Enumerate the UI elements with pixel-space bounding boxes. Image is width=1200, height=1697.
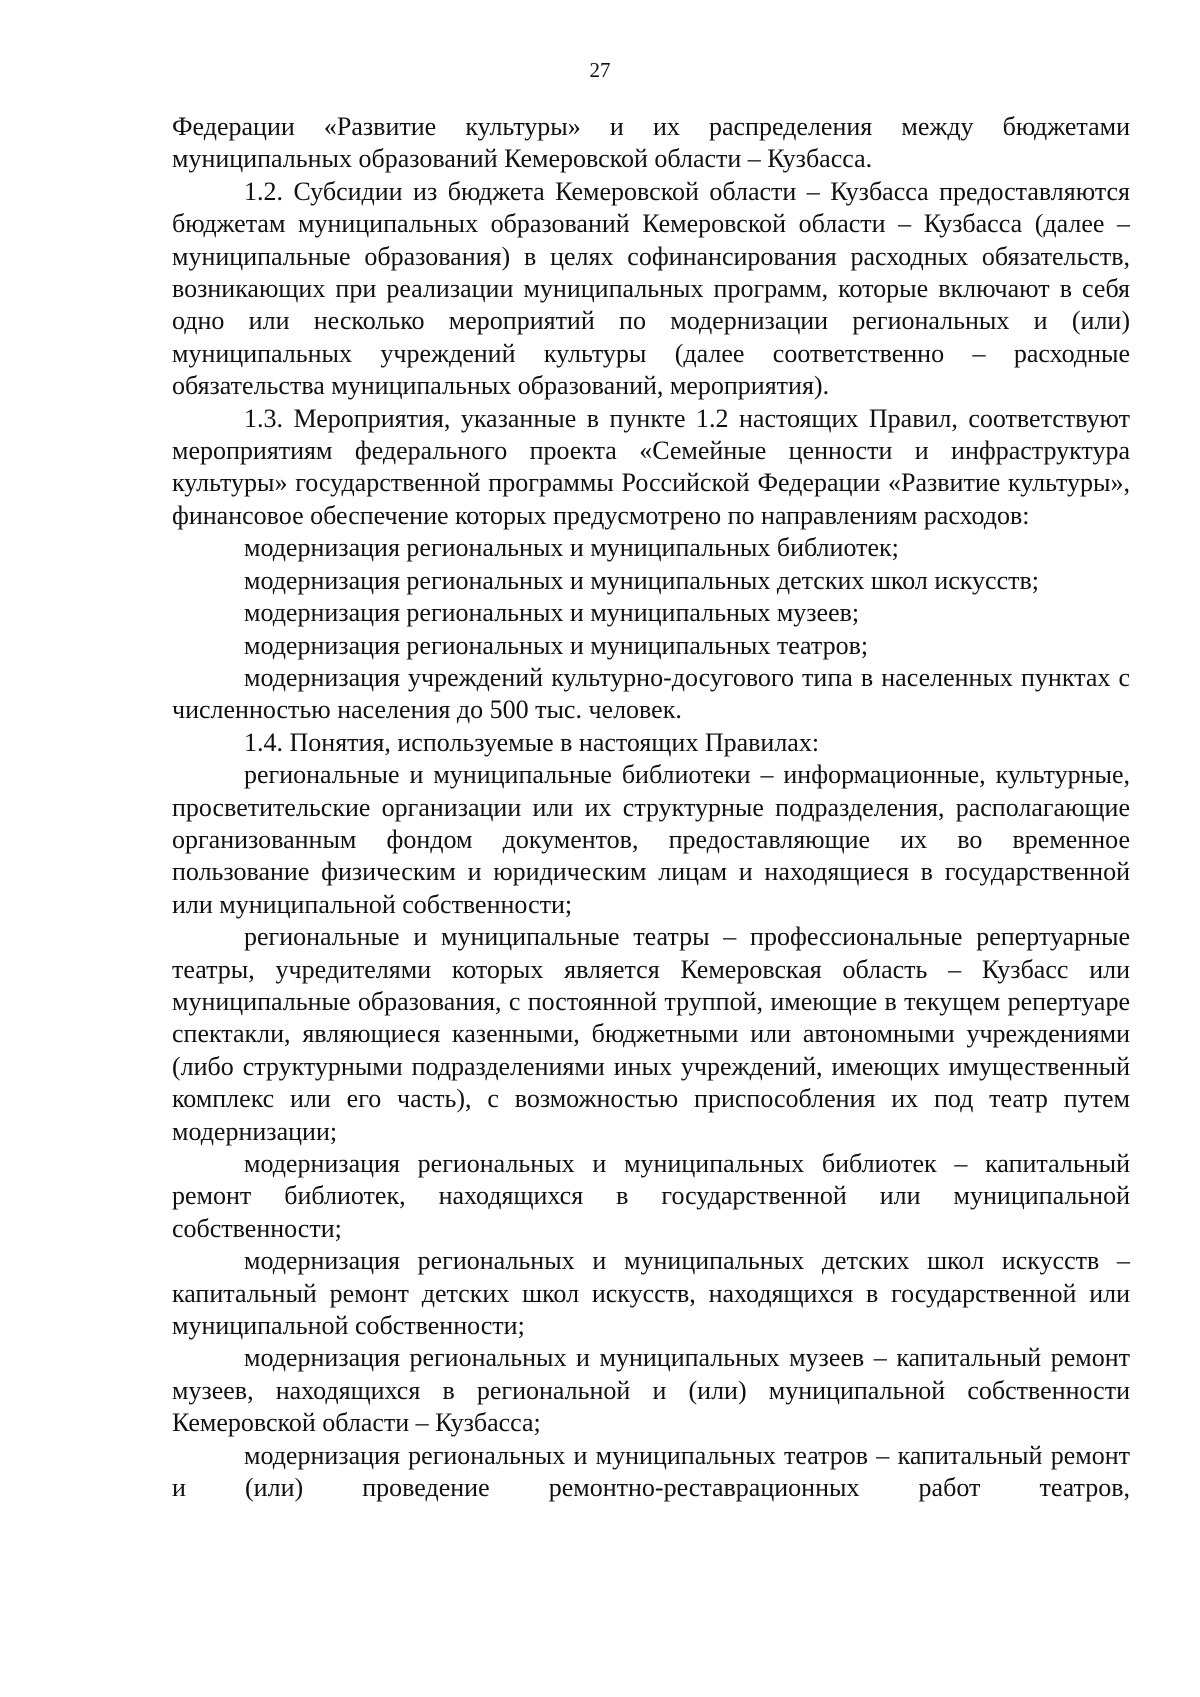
- definition-theatres: региональные и муниципальные театры – профессиональные репертуарные театры, учредителями которых является Кемеровская область – Кузбасс или муниципальные образования, с постоянной труппой, имеющие в текущем репертуаре спектакли, являющиеся казенными, бюджетными или автономными учреждениями (либо структурными подразделениями иных учреждений, имеющих имущественный комплекс или его часть), с возможностью приспособления их под театр путем модернизации;: [172, 922, 1130, 1146]
- paragraph-1-2: 1.2. Субсидии из бюджета Кемеровской области – Кузбасса предоставляются бюджетам муниципальных образований Кемеровской области – Кузбасса (далее – муниципальные образования) в целях софинансирования расходных обязательств, возникающих при реализации муниципальных программ, которые включают в себя одно или несколько мероприятий по модернизации региональных и (или) муниципальных учреждений культуры (далее соответственно – расходные обязательства муниципальных образований, мероприятия).: [172, 176, 1130, 401]
- definition-library-modernization: модернизация региональных и муниципальных библиотек – капитальный ремонт библиотек, находящихся в государственной или муниципальной собственности;: [172, 1149, 1130, 1243]
- list-item-theatres: модернизация региональных и муниципальных театров;: [244, 630, 869, 660]
- page-number: 27: [589, 58, 611, 82]
- list-item-cultural-centers: модернизация учреждений культурно-досугового типа в населенных пунктах с численностью населения до 500 тыс. человек.: [172, 662, 1130, 725]
- paragraph-1-4: 1.4. Понятия, используемые в настоящих Правилах:: [244, 727, 820, 757]
- list-item-museums: модернизация региональных и муниципальных музеев;: [244, 598, 860, 628]
- definition-libraries: региональные и муниципальные библиотеки – информационные, культурные, просветительские организации или их структурные подразделения, располагающие организованным фондом документов, предоставляющие их во временное пользование физическим и юридическим лицам и находящиеся в государственной или муниципальной собственности;: [172, 760, 1130, 919]
- definition-museum-modernization: модернизация региональных и муниципальных музеев – капитальный ремонт музеев, находящихся в региональной и (или) муниципальной собственности Кемеровской области – Кузбасса;: [172, 1343, 1130, 1438]
- list-item-libraries: модернизация региональных и муниципальных библиотек;: [244, 533, 899, 563]
- definition-art-school-modernization: модернизация региональных и муниципальных детских школ искусств – капитальный ремонт детских школ искусств, находящихся в государственной или муниципальной собственности;: [172, 1246, 1130, 1341]
- list-item-art-schools: модернизация региональных и муниципальных детских школ искусств;: [244, 565, 1039, 595]
- paragraph-continuation: Федерации «Развитие культуры» и их распределения между бюджетами муниципальных образований Кемеровской области – Кузбасса.: [172, 112, 1130, 174]
- document-body: [172, 111, 1130, 1504]
- paragraph-1-3: 1.3. Мероприятия, указанные в пункте 1.2 настоящих Правил, соответствуют мероприятиям федерального проекта «Семейные ценности и инфраструктура культуры» государственной программы Российской Федерации «Развитие культуры», финансовое обеспечение которых предусмотрено по направлениям расходов:: [172, 403, 1130, 530]
- definition-theatre-modernization: модернизация региональных и муниципальных театров – капитальный ремонт и (или) проведение ремонтно-реставрационных работ театров,: [172, 1440, 1130, 1503]
